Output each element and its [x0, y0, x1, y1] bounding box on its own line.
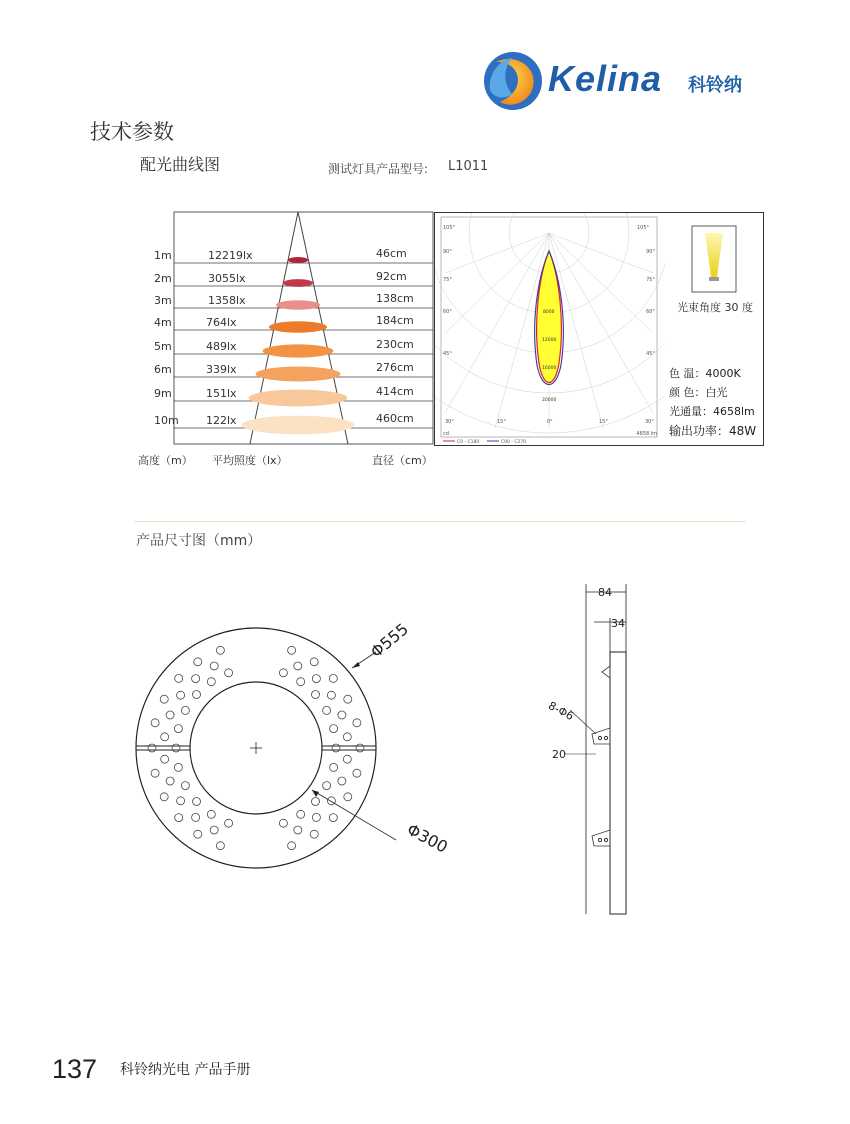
row-height: 2m	[154, 272, 172, 285]
polar-lumen: 4658 lm	[636, 431, 657, 437]
row-diameter: 92cm	[376, 270, 407, 283]
brand-name-cn: 科铃纳	[688, 75, 742, 96]
row-lux: 12219lx	[208, 249, 253, 262]
led-hole	[194, 830, 202, 838]
row-diameter: 276cm	[376, 361, 414, 374]
row-lux: 151lx	[206, 387, 237, 400]
row-diameter: 414cm	[376, 385, 414, 398]
led-hole	[192, 675, 200, 683]
model-label: 测试灯具产品型号:	[328, 162, 429, 176]
row-height: 4m	[154, 316, 172, 329]
led-hole	[329, 674, 337, 682]
led-hole	[193, 798, 201, 806]
led-hole	[343, 755, 351, 763]
polar-angle: 60°	[443, 309, 452, 315]
row-height: 6m	[154, 363, 172, 376]
led-hole	[161, 755, 169, 763]
led-hole	[312, 691, 320, 699]
led-hole	[356, 744, 364, 752]
led-hole	[177, 797, 185, 805]
polar-angle: 60°	[646, 309, 655, 315]
polar-ring-label: 16000	[542, 366, 557, 371]
polar-ring-label: 12000	[542, 338, 557, 343]
led-hole	[166, 777, 174, 785]
row-height: 9m	[154, 387, 172, 400]
row-height: 3m	[154, 294, 172, 307]
polar-bottom-angle: 15°	[599, 419, 608, 425]
light-spot	[256, 367, 341, 382]
led-hole	[175, 814, 183, 822]
led-hole	[332, 744, 340, 752]
led-hole	[338, 777, 346, 785]
row-diameter: 46cm	[376, 247, 407, 260]
light-curve-title: 配光曲线图	[140, 155, 221, 174]
led-hole	[193, 691, 201, 699]
dim-34: 34	[611, 617, 625, 630]
light-spot	[249, 390, 348, 407]
polar-angle: 90°	[646, 249, 655, 255]
footer-text: 科铃纳光电 产品手册	[120, 1062, 251, 1078]
led-hole	[344, 695, 352, 703]
led-hole	[327, 691, 335, 699]
polar-angle: 75°	[443, 277, 452, 283]
led-hole	[279, 669, 287, 677]
row-lux: 339lx	[206, 363, 237, 376]
led-hole	[207, 678, 215, 686]
spec-item: 色 温：4000K	[669, 367, 741, 380]
row-lux: 764lx	[206, 316, 237, 329]
led-hole	[161, 733, 169, 741]
polar-angle: 105°	[636, 225, 649, 231]
outer-diameter: Φ555	[366, 619, 412, 662]
light-spot	[242, 416, 355, 435]
led-hole	[294, 662, 302, 670]
dimensions-title: 产品尺寸图（mm）	[136, 533, 262, 549]
section-title: 技术参数	[90, 120, 174, 144]
led-hole	[210, 826, 218, 834]
led-hole	[338, 711, 346, 719]
led-hole	[225, 669, 233, 677]
row-height: 10m	[154, 414, 179, 427]
led-hole	[330, 725, 338, 733]
axis-diameter: 直径（cm）	[372, 454, 433, 467]
row-diameter: 138cm	[376, 292, 414, 305]
dim-holes: 8-Φ6	[546, 699, 576, 724]
led-hole	[353, 769, 361, 777]
light-spot	[263, 344, 334, 357]
led-hole	[174, 763, 182, 771]
polar-ring-label: 20000	[542, 398, 557, 403]
polar-bottom-angle: 15°	[497, 419, 506, 425]
dim-20: 20	[552, 748, 566, 761]
led-hole	[312, 675, 320, 683]
led-hole	[310, 830, 318, 838]
led-hole	[323, 782, 331, 790]
row-lux: 489lx	[206, 340, 237, 353]
light-spot	[276, 300, 320, 310]
light-spot	[288, 257, 308, 263]
polar-angle: 90°	[443, 249, 452, 255]
polar-angle: 45°	[646, 351, 655, 357]
illuminance-chart	[138, 210, 434, 470]
row-diameter: 184cm	[376, 314, 414, 327]
led-hole	[353, 719, 361, 727]
led-hole	[312, 798, 320, 806]
polar-angle: 105°	[443, 225, 456, 231]
beam-angle-icon	[691, 225, 737, 293]
legend-c90: C90 - C270	[501, 440, 527, 445]
polar-bottom-angle: 30°	[645, 419, 654, 425]
polar-ring-label: 8000	[543, 310, 555, 315]
led-hole	[279, 819, 287, 827]
row-height: 5m	[154, 340, 172, 353]
row-height: 1m	[154, 249, 172, 262]
led-hole	[166, 711, 174, 719]
inner-diameter: Φ300	[403, 819, 451, 857]
polar-diagram	[435, 213, 665, 445]
led-hole	[151, 769, 159, 777]
legend-c0: C0 - C180	[457, 440, 480, 445]
beam-c0-curve	[537, 251, 562, 383]
ring-top-view	[126, 600, 456, 890]
led-hole	[174, 725, 182, 733]
polar-unit: cd	[443, 431, 449, 437]
led-hole	[329, 814, 337, 822]
polar-chart-panel	[434, 212, 764, 446]
row-diameter: 230cm	[376, 338, 414, 351]
led-hole	[192, 813, 200, 821]
row-diameter: 460cm	[376, 412, 414, 425]
led-hole	[344, 793, 352, 801]
axis-lux: 平均照度（lx）	[212, 454, 288, 467]
led-hole	[297, 810, 305, 818]
section-divider	[134, 521, 746, 522]
led-hole	[148, 744, 156, 752]
axis-height: 高度（m）	[138, 454, 193, 467]
page-number: 137	[52, 1054, 98, 1084]
model-value: L1011	[448, 159, 489, 174]
led-hole	[151, 719, 159, 727]
led-hole	[312, 813, 320, 821]
brand-name: Kelina	[548, 58, 663, 99]
led-hole	[175, 674, 183, 682]
row-lux: 122lx	[206, 414, 237, 427]
dim-84: 84	[598, 586, 612, 599]
led-hole	[207, 810, 215, 818]
light-spot	[269, 321, 327, 332]
led-hole	[225, 819, 233, 827]
led-hole	[210, 662, 218, 670]
spec-item: 输出功率：48W	[669, 424, 757, 438]
led-hole	[181, 782, 189, 790]
polar-bottom-angle: 0°	[547, 419, 553, 425]
led-hole	[160, 793, 168, 801]
polar-angle: 75°	[646, 277, 655, 283]
brand-logo-icon	[482, 50, 548, 112]
led-hole	[294, 826, 302, 834]
led-hole	[288, 842, 296, 850]
led-hole	[160, 695, 168, 703]
side-view	[540, 578, 650, 918]
led-hole	[194, 658, 202, 666]
led-hole	[288, 646, 296, 654]
led-hole	[216, 646, 224, 654]
led-hole	[297, 678, 305, 686]
led-hole	[172, 744, 180, 752]
polar-angle: 45°	[443, 351, 452, 357]
led-hole	[181, 706, 189, 714]
led-hole	[343, 733, 351, 741]
spec-item: 颜 色：白光	[669, 386, 728, 399]
led-hole	[216, 842, 224, 850]
polar-bottom-angle: 30°	[445, 419, 454, 425]
led-hole	[330, 763, 338, 771]
led-hole	[310, 658, 318, 666]
led-hole	[177, 691, 185, 699]
row-lux: 1358lx	[208, 294, 246, 307]
row-lux: 3055lx	[208, 272, 246, 285]
led-hole	[323, 706, 331, 714]
light-spot	[283, 279, 313, 287]
spec-item: 光通量：4658lm	[669, 405, 755, 418]
beam-angle-label: 光束角度 30 度	[677, 301, 753, 314]
